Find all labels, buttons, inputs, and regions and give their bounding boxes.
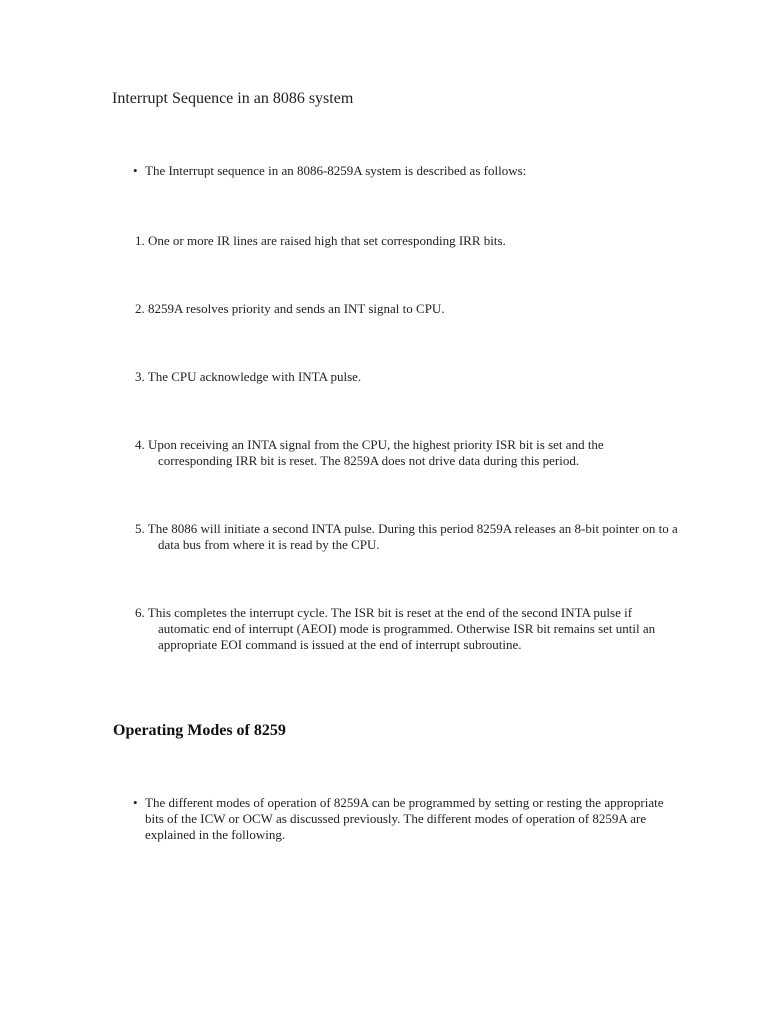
step-text: 8259A resolves priority and sends an INT signal to CPU. <box>148 301 445 316</box>
step-number: 5. <box>135 521 145 536</box>
list-item-step-5 <box>135 521 678 553</box>
intro-text: The Interrupt sequence in an 8086-8259A system is described as follows: <box>145 163 527 178</box>
list-item-step-6 <box>135 605 678 653</box>
step-number: 1. <box>135 233 145 248</box>
step-number: 2. <box>135 301 145 316</box>
modes-text: The different modes of operation of 8259A can be programmed by setting or resting the appropriate bits of the ICW or OCW as discussed previously. The different modes of operation of 8259A are explained in the following. <box>145 795 664 842</box>
list-item-step-1 <box>135 233 678 249</box>
intro-bullet-paragraph <box>133 163 665 179</box>
step-text: One or more IR lines are raised high that set corresponding IRR bits. <box>148 233 506 248</box>
bullet-marker: • <box>133 795 138 810</box>
list-item-step-3 <box>135 369 678 385</box>
bullet-marker: • <box>133 163 138 178</box>
modes-bullet-paragraph <box>133 795 665 843</box>
step-number: 6. <box>135 605 145 620</box>
step-text: This completes the interrupt cycle. The ISR bit is reset at the end of the second INTA pulse if automatic end of interrupt (AEOI) mode is programmed. Otherwise ISR bit remains set until an appropriate EOI command is issued at the end of interrupt subroutine. <box>147 605 656 652</box>
step-text: The 8086 will initiate a second INTA pulse. During this period 8259A releases an 8-bit pointer on to a data bus from where it is read by the CPU. <box>147 521 678 552</box>
step-text: The CPU acknowledge with INTA pulse. <box>147 369 362 384</box>
step-number: 4. <box>135 437 145 452</box>
section-title-operating-modes: Operating Modes of 8259 <box>113 722 286 739</box>
section-title-interrupt-sequence: Interrupt Sequence in an 8086 system <box>112 90 354 107</box>
step-number: 3. <box>135 369 145 384</box>
step-text: Upon receiving an INTA signal from the CPU, the highest priority ISR bit is set and the corresponding IRR bit is reset. The 8259A does not drive data during this period. <box>148 437 604 468</box>
list-item-step-2 <box>135 301 678 317</box>
list-item-step-4 <box>135 437 678 469</box>
